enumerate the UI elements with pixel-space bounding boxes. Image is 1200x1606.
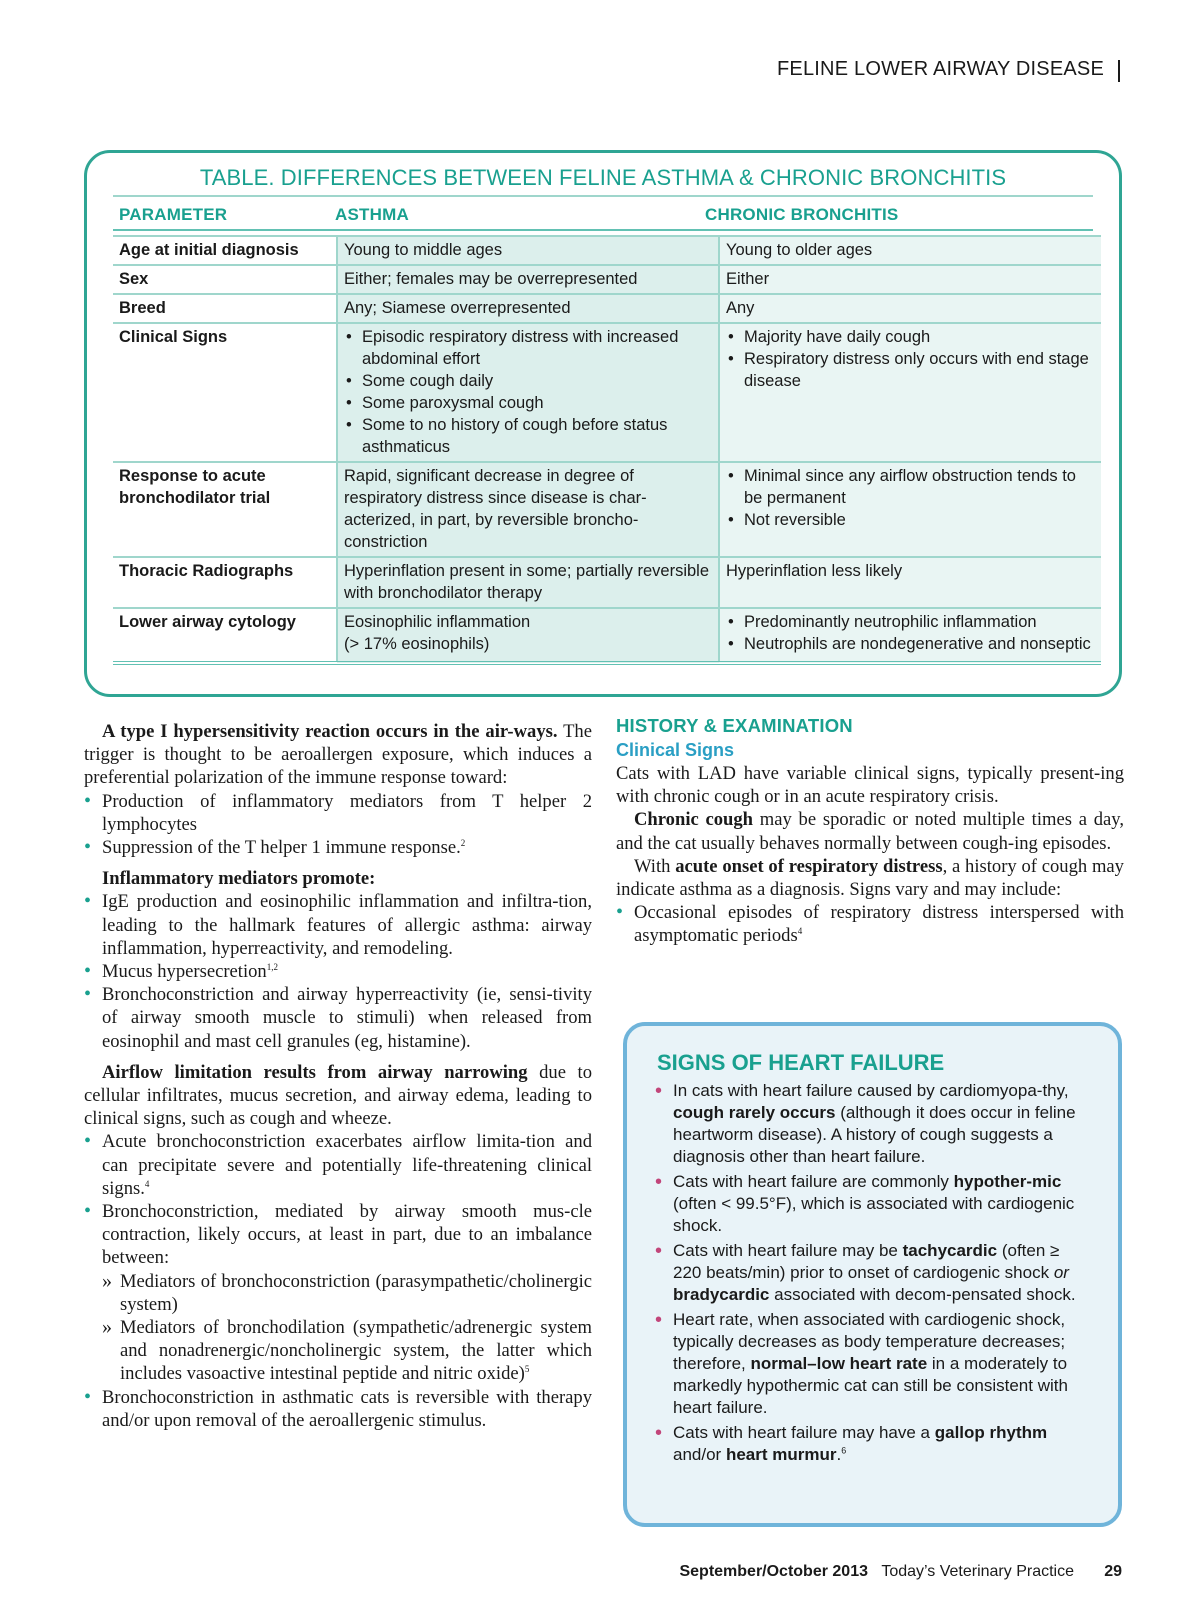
sub-list (102, 1270, 592, 1386)
footnote-ref: 6 (841, 1445, 847, 1456)
list-item (653, 1422, 1092, 1466)
list-item (616, 901, 1124, 947)
list-item: • Some cough daily (344, 370, 712, 392)
cell-param: Lower airway cytology (113, 608, 337, 663)
col-header-asthma: ASTHMA (335, 205, 409, 224)
emphasis: bradycardic (673, 1285, 770, 1304)
cell-param: Thoracic Radiographs (113, 557, 337, 608)
cell-asthma (337, 323, 719, 462)
list-item-text: Acute bronchoconstriction exacerbates airflow limita-tion and can precipitate severe and potentially life-threatening clinical signs. (102, 1131, 592, 1199)
list-item-text: associated with decom-pensated shock. (769, 1285, 1076, 1304)
sidebar-list (653, 1080, 1092, 1466)
cell-param: Sex (113, 265, 337, 294)
footnote-ref: 1,2 (266, 961, 278, 972)
list-item-text: Mediators of bronchodilation (sympathetic/adrenergic system and nonadrenergic/noncholinergic system, the latter which includes vasoactive intestinal peptide and nitric oxide) (120, 1317, 592, 1385)
list-item: • Majority have daily cough (726, 326, 1095, 348)
table-row (113, 323, 1101, 462)
list-item (84, 960, 592, 983)
list-item (84, 836, 592, 859)
page-number: 29 (1104, 1563, 1122, 1580)
list-item (84, 1200, 592, 1386)
cell-line: (> 17% eosinophils) (344, 635, 490, 653)
list-item-text: (often ≥ 220 beats/min) prior to onset of cardiogenic shock (673, 1241, 1060, 1282)
table-row (113, 236, 1101, 265)
list-item-text: In cats with heart failure caused by cardiomyopa-thy, (673, 1081, 1069, 1100)
table-row (113, 294, 1101, 323)
subheading: Clinical Signs (616, 740, 735, 760)
footnote-ref: 5 (524, 1364, 530, 1375)
paragraph-text: , a history of cough may indicate asthma as a diagnosis. Signs vary and may include: (616, 855, 1124, 901)
list-item-text: (although it does occur in feline heartworm disease). A history of cough suggests a diagnosis other than heart failure. (673, 1103, 1076, 1166)
list-item (653, 1240, 1092, 1306)
emphasis: heart murmur (725, 1445, 837, 1464)
sidebar-title: SIGNS OF HEART FAILURE (657, 1050, 945, 1075)
emphasis: gallop rhythm (934, 1423, 1048, 1442)
list-item-text: . (836, 1445, 842, 1464)
list-item-text: Cats with heart failure may have a (673, 1423, 935, 1442)
table-title-rule (113, 195, 1093, 197)
table-row (113, 557, 1101, 608)
list-item-text: Cats with heart failure are commonly (673, 1172, 954, 1191)
emphasis-italic: or (1053, 1263, 1069, 1282)
paragraph-text: The trigger is thought to be aeroallergen exposure, which induces a preferential polarization of the immune response toward: (84, 721, 592, 789)
section-heading: HISTORY & EXAMINATION (616, 715, 853, 736)
lead-in: Inflammatory mediators promote: (102, 868, 376, 890)
list-item (84, 890, 592, 960)
cell-bronchitis: Either (719, 265, 1101, 294)
lead-in: acute onset of respiratory distress (675, 855, 943, 877)
sub-list-item (102, 1316, 592, 1386)
bullet-list (84, 1130, 592, 1432)
running-head: FELINE LOWER AIRWAY DISEASE (777, 58, 1104, 80)
cell-bronchitis: Hyperinflation less likely (719, 557, 1101, 608)
list-item-text: Mucus hypersecretion (102, 961, 267, 983)
running-head-rule (1118, 60, 1120, 82)
lead-in: A type I hypersensitivity reaction occurs in the air-ways. (102, 721, 558, 742)
list-item: • Not reversible (726, 509, 1095, 531)
comparison-table-box (84, 150, 1122, 697)
col-header-bronchitis: CHRONIC BRONCHITIS (705, 205, 899, 224)
emphasis: cough rarely occurs (673, 1103, 836, 1122)
list-item: • Minimal since any airflow obstruction tends to be permanent (726, 465, 1095, 509)
footnote-ref: 2 (460, 837, 466, 848)
footnote-ref: 4 (797, 926, 803, 937)
cell-line: Eosinophilic inflammation (344, 613, 531, 631)
issue-date: September/October 2013 (679, 1563, 868, 1580)
list-item-text: Cats with heart failure may be (673, 1241, 903, 1260)
list-item-text: Suppression of the T helper 1 immune response. (102, 837, 461, 859)
list-item-text: in a moderately to markedly hypothermic cat can still be consistent with heart failure. (673, 1354, 1068, 1417)
cell-param: Age at initial diagnosis (113, 236, 337, 265)
sub-list-item (102, 1270, 592, 1316)
list-item: • Some to no history of cough before status asthmaticus (344, 414, 712, 458)
list-item-text: Occasional episodes of respiratory distress interspersed with asymptomatic periods (634, 902, 1124, 947)
emphasis: tachycardic (902, 1241, 998, 1260)
footnote-ref: 4 (144, 1178, 150, 1189)
list-item: • Some paroxysmal cough (344, 392, 712, 414)
list-item-text: Heart rate, when associated with cardiogenic shock, typically decreases as body temperature decreases; therefore, (673, 1310, 1066, 1373)
cell-param: Breed (113, 294, 337, 323)
right-column (616, 714, 1124, 948)
list-item (84, 1386, 592, 1432)
list-item: • Neutrophils are nondegenerative and nonseptic (726, 633, 1095, 655)
list-item-text: (often < 99.5°F), which is associated with cardiogenic shock. (673, 1194, 1075, 1235)
list-item (653, 1309, 1092, 1419)
cell-bronchitis (719, 323, 1101, 462)
heart-failure-sidebar (623, 1022, 1122, 1527)
paragraph (84, 1061, 592, 1131)
cell-bronchitis: Young to older ages (719, 236, 1101, 265)
lead-in: Airflow limitation results from airway narrowing (102, 1061, 528, 1083)
cell-bronchitis (719, 462, 1101, 557)
header-rule (113, 229, 1093, 231)
cell-asthma: Any; Siamese overrepresented (337, 294, 719, 323)
list-item-text: IgE production and eosinophilic inflammation and infiltra-tion, leading to the hallmark features of allergic asthma: airway inflammation, hyperreactivity, and remodeling. (102, 891, 592, 959)
bullet-list (726, 326, 1095, 392)
comparison-table (113, 235, 1101, 665)
cell-bronchitis: Any (719, 294, 1101, 323)
table-row (113, 608, 1101, 663)
list-item: • Episodic respiratory distress with increased abdominal effort (344, 326, 712, 370)
list-item-text: Bronchoconstriction and airway hyperreactivity (ie, sensi-tivity of airway smooth muscle to stimuli) when released from eosinophil and mast cell granules (eg, histamine). (102, 984, 592, 1052)
bullet-list (616, 901, 1124, 947)
paragraph (84, 720, 592, 790)
list-item-text: Production of inflammatory mediators from T helper 2 lymphocytes (102, 790, 592, 835)
paragraph-text: With (634, 855, 676, 877)
table-row (113, 462, 1101, 557)
cell-bronchitis (719, 608, 1101, 663)
bullet-list (344, 326, 712, 458)
cell-asthma: Rapid, significant decrease in degree of respiratory distress since disease is char-acterized, in part, by reversible broncho-constriction (337, 462, 719, 557)
cell-param: Response to acute bronchodilator trial (113, 462, 337, 557)
list-item-text: Mediators of bronchoconstriction (parasympathetic/cholinergic system) (120, 1270, 592, 1315)
emphasis: normal–low heart rate (750, 1354, 928, 1373)
paragraph (616, 855, 1124, 901)
list-item (84, 790, 592, 836)
lead-in: Chronic cough (634, 809, 754, 831)
emphasis: hypother-mic (953, 1172, 1062, 1191)
paragraph (84, 867, 592, 890)
cell-asthma: Either; females may be overrepresented (337, 265, 719, 294)
paragraph: Cats with LAD have variable clinical signs, typically present-ing with chronic cough or in an acute respiratory crisis. (616, 763, 1124, 808)
cell-asthma: Hyperinflation present in some; partially reversible with bronchodilator therapy (337, 557, 719, 608)
list-item (84, 983, 592, 1053)
bullet-list (726, 465, 1095, 531)
list-item-text: Bronchoconstriction in asthmatic cats is reversible with therapy and/or upon removal of the aeroallergenic stimulus. (102, 1386, 592, 1431)
bullet-list (84, 790, 592, 860)
list-item-text: Bronchoconstriction, mediated by airway smooth mus-cle contraction, likely occurs, at least in part, due to an imbalance between: (102, 1201, 592, 1269)
list-item: • Predominantly neutrophilic inflammation (726, 611, 1095, 633)
cell-asthma (337, 608, 719, 663)
table-title: TABLE. DIFFERENCES BETWEEN FELINE ASTHMA & CHRONIC BRONCHITIS (199, 165, 1007, 190)
bullet-list (84, 890, 592, 1052)
paragraph-text: may be sporadic or noted multiple times a day, and the cat usually behaves normally between cough-ing episodes. (616, 809, 1124, 854)
list-item (84, 1130, 592, 1200)
paragraph-text: due to cellular infiltrates, mucus secretion, and airway edema, leading to clinical signs, such as cough and wheeze. (84, 1061, 593, 1130)
bullet-list (726, 611, 1095, 655)
list-item (653, 1171, 1092, 1237)
table-row (113, 265, 1101, 294)
list-item: • Respiratory distress only occurs with end stage disease (726, 348, 1095, 392)
list-item-text: and/or (673, 1445, 726, 1464)
publication-name: Today’s Veterinary Practice (881, 1563, 1074, 1580)
left-column (84, 720, 592, 1432)
list-item (653, 1080, 1092, 1168)
paragraph (616, 808, 1124, 854)
col-header-parameter: PARAMETER (119, 205, 228, 224)
cell-asthma: Young to middle ages (337, 236, 719, 265)
cell-param: Clinical Signs (113, 323, 337, 462)
